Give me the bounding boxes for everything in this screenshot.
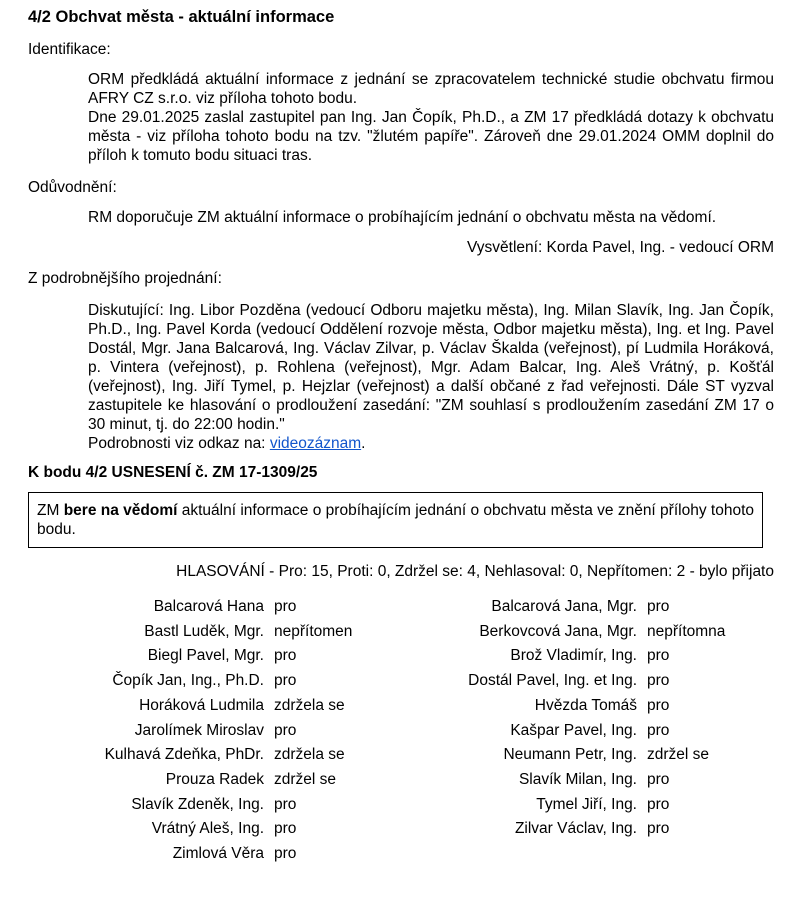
member-vote: pro bbox=[274, 845, 297, 862]
vote-row bbox=[0, 844, 800, 864]
vote-row bbox=[0, 597, 800, 617]
resolution-rest: aktuální informace o probíhajícím jednání o obchvatu města ve znění přílohy tohoto bodu. bbox=[37, 502, 754, 538]
member-name: Brož Vladimír, Ing. bbox=[510, 647, 637, 665]
member-vote: zdržela se bbox=[274, 696, 345, 714]
resolution-box bbox=[28, 492, 763, 548]
vote-row bbox=[0, 646, 800, 666]
member-name: Hvězda Tomáš bbox=[534, 696, 637, 714]
vote-row bbox=[0, 770, 800, 790]
page-title: 4/2 Obchvat města - aktuální informace bbox=[28, 8, 335, 26]
member-vote: pro bbox=[647, 795, 670, 813]
member-name: Biegl Pavel, Mgr. bbox=[147, 647, 264, 665]
member-name: Horáková Ludmila bbox=[139, 696, 264, 714]
discussion-paragraph: Diskutující: Ing. Libor Pozděna (vedoucí Odboru majetku města), Ing. Milan Slavík, Ing. Jan Čopík, Ph.D., Ing. Pavel Korda (vedoucí Oddělení rozvoje města, Odbor majetku města), Ing. et Ing. Pavel Dostál, Mgr. Jana Balcarová, Ing. Václav Zilvar, p. Václav Škalda (veřejnost), pí Ludmila Horáková, p. Vintera (veřejnost), p. Rohlena (veřejnost), Mgr. Adam Balcar, Ing. Aleš Vrátný, p. Košťál (veřejnost), Ing. Jiří Tymel, p. Hejzlar (veřejnost) a další občané z řad veřejnosti. Dále ST vyzval zastupitele ke hlasování o prodloužení zasedání: "ZM souhlasí s prodloužením zasedání ZM 17 o 30 minut, tj. do 22:00 hodin." bbox=[88, 302, 774, 433]
vote-row bbox=[0, 819, 800, 839]
member-vote: nepřítomna bbox=[647, 622, 726, 640]
member-vote: zdržel se bbox=[647, 746, 710, 764]
member-name: Bastl Luděk, Mgr. bbox=[144, 622, 264, 640]
discussion-label: Z podrobnějšího projednání: bbox=[28, 270, 222, 287]
vote-row bbox=[0, 721, 800, 741]
member-vote: pro bbox=[647, 770, 670, 788]
resolution-heading: K bodu 4/2 USNESENÍ č. ZM 17-1309/25 bbox=[28, 464, 318, 481]
member-name: Balcarová Hana bbox=[153, 598, 264, 615]
vote-row bbox=[0, 622, 800, 642]
member-name: Dostál Pavel, Ing. et Ing. bbox=[468, 672, 637, 690]
resolution-prefix: ZM bbox=[37, 502, 64, 519]
member-name: Balcarová Jana, Mgr. bbox=[491, 598, 637, 615]
member-name: Jarolímek Miroslav bbox=[134, 721, 264, 739]
vote-row bbox=[0, 696, 800, 716]
resolution-bold: bere na vědomí bbox=[63, 502, 178, 519]
member-name: Neumann Petr, Ing. bbox=[503, 746, 637, 764]
details-prefix: Podrobnosti viz odkaz na: bbox=[88, 435, 270, 452]
member-vote: zdržel se bbox=[274, 770, 337, 788]
identification-paragraph-1: ORM předkládá aktuální informace z jednání se zpracovatelem technické studie obchvatu firmou AFRY CZ s.r.o. viz příloha tohoto bodu. bbox=[88, 71, 774, 107]
member-vote: pro bbox=[647, 820, 670, 838]
member-vote: pro bbox=[274, 672, 297, 690]
member-name: Kašpar Pavel, Ing. bbox=[510, 721, 637, 739]
member-name: Vrátný Aleš, Ing. bbox=[151, 820, 264, 838]
member-name: Slavík Milan, Ing. bbox=[518, 770, 637, 788]
member-vote: nepřítomen bbox=[274, 622, 353, 640]
member-vote: zdržela se bbox=[274, 746, 345, 764]
member-vote: pro bbox=[274, 647, 297, 665]
member-name: Slavík Zdeněk, Ing. bbox=[131, 795, 264, 813]
details-line bbox=[88, 434, 774, 453]
discussion-text bbox=[88, 301, 774, 453]
member-vote: pro bbox=[274, 795, 297, 813]
member-name: Kulhavá Zdeňka, PhDr. bbox=[104, 746, 264, 764]
member-name: Čopík Jan, Ing., Ph.D. bbox=[112, 672, 264, 690]
member-vote: pro bbox=[647, 598, 670, 615]
member-vote: pro bbox=[647, 672, 670, 690]
explanation-text: Vysvětlení: Korda Pavel, Ing. - vedoucí ORM bbox=[467, 239, 774, 256]
member-vote: pro bbox=[647, 696, 670, 714]
member-vote: pro bbox=[274, 721, 297, 739]
member-vote: pro bbox=[647, 647, 670, 665]
voting-summary: HLASOVÁNÍ - Pro: 15, Proti: 0, Zdržel se: 4, Nehlasoval: 0, Nepřítomen: 2 - bylo přijato bbox=[176, 563, 774, 580]
vote-row bbox=[0, 671, 800, 691]
member-name: Tymel Jiří, Ing. bbox=[536, 795, 637, 813]
member-name: Zimlová Věra bbox=[172, 845, 264, 862]
justification-label: Odůvodnění: bbox=[28, 179, 117, 196]
member-name: Berkovcová Jana, Mgr. bbox=[479, 622, 637, 640]
justification-text: RM doporučuje ZM aktuální informace o probíhajícím jednání o obchvatu města na vědomí. bbox=[88, 209, 717, 226]
identification-label: Identifikace: bbox=[28, 41, 111, 58]
member-name: Zilvar Václav, Ing. bbox=[514, 820, 637, 838]
vote-row bbox=[0, 795, 800, 815]
member-vote: pro bbox=[274, 820, 297, 838]
member-name: Prouza Radek bbox=[165, 770, 264, 788]
identification-paragraph-2: Dne 29.01.2025 zaslal zastupitel pan Ing. Jan Čopík, Ph.D., a ZM 17 předkládá dotazy k obchvatu města - viz příloha tohoto bodu na tzv. "žlutém papíře". Zároveň dne 29.01.2024 OMM doplnil do příloh k tomuto bodu situaci tras. bbox=[88, 109, 774, 164]
video-recording-link[interactable]: videozáznam bbox=[269, 435, 362, 452]
identification-text bbox=[88, 70, 774, 165]
member-vote: pro bbox=[647, 721, 670, 739]
details-suffix: . bbox=[361, 435, 366, 452]
vote-row bbox=[0, 745, 800, 765]
member-vote: pro bbox=[274, 598, 297, 615]
